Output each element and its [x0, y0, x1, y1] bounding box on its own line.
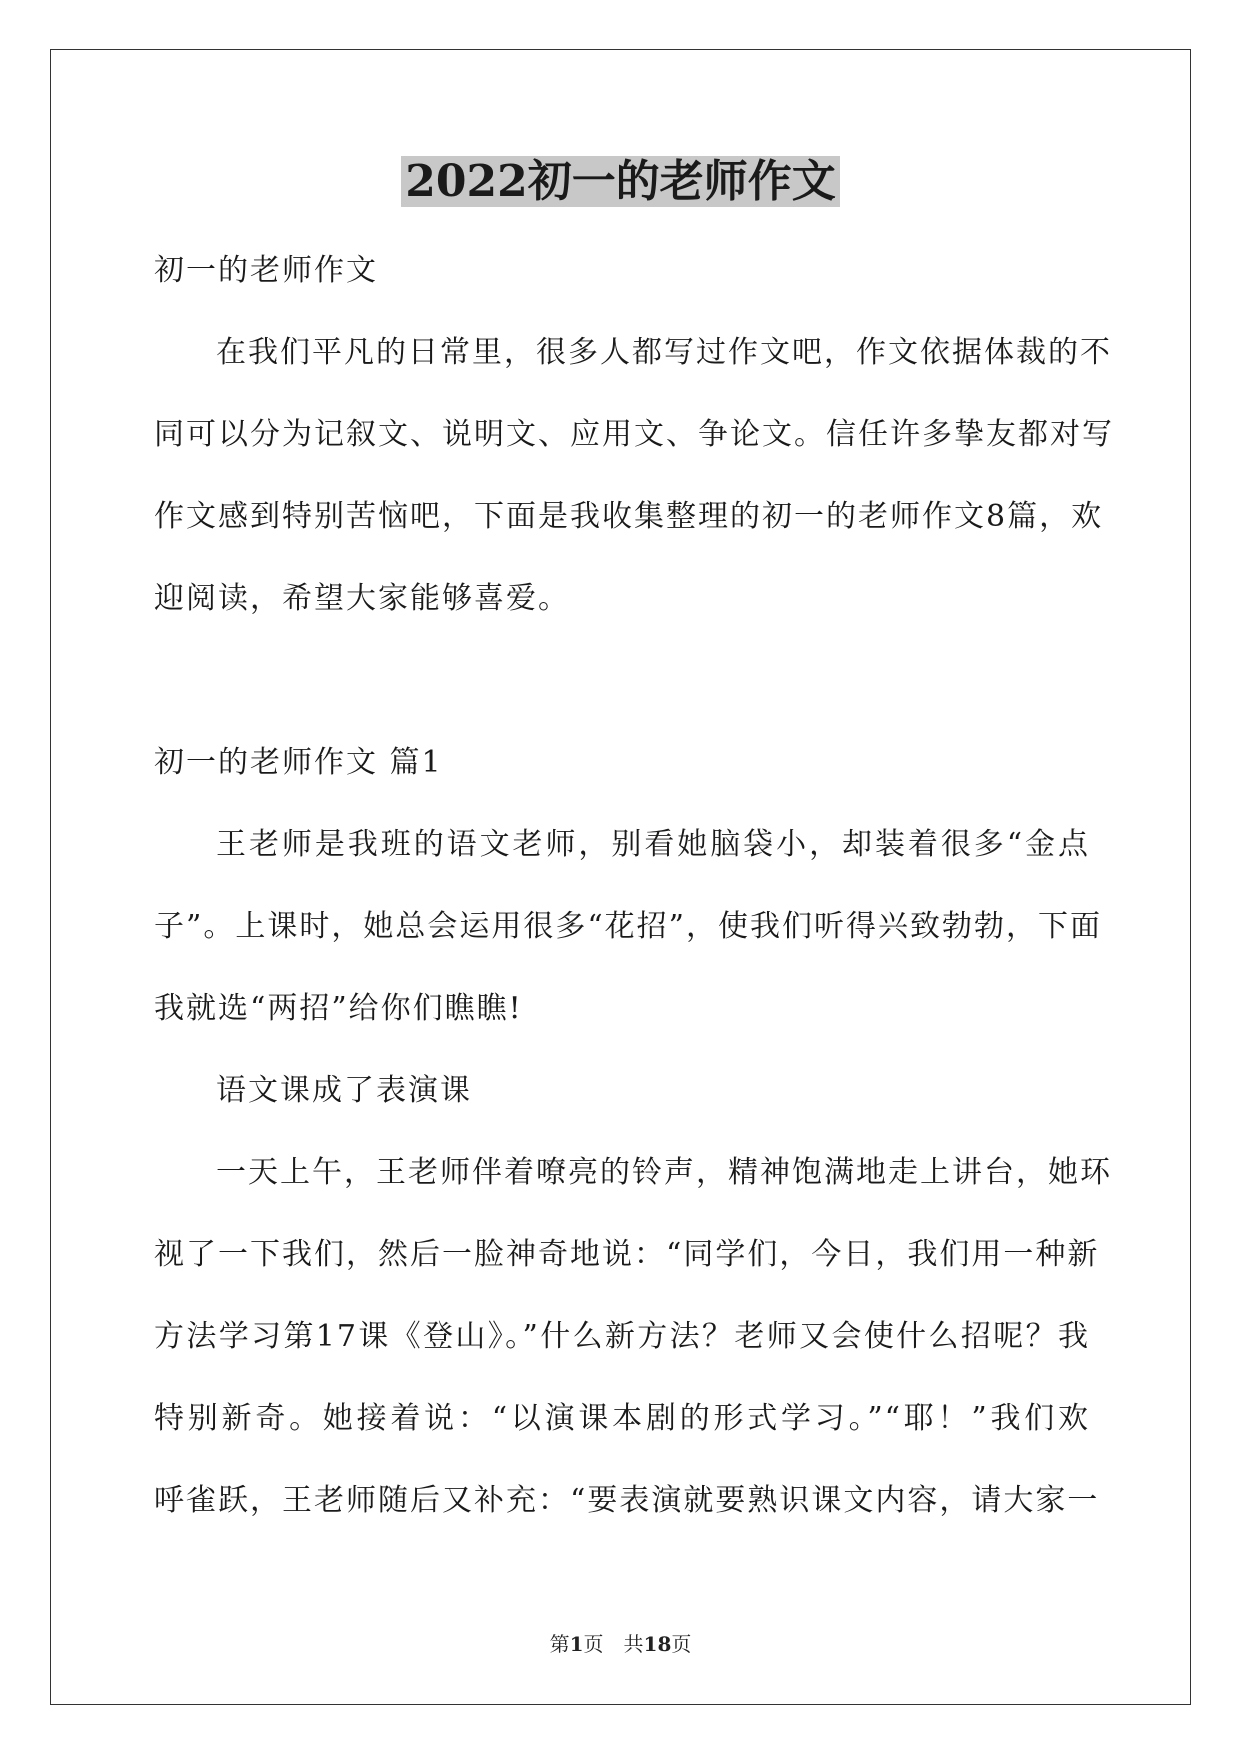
subheading: 语文课成了表演课	[216, 1073, 472, 1108]
paragraph-line: 视了一下我们，然后一脸神奇地说：“同学们，今日，我们用一种新	[154, 1237, 1100, 1272]
footer-total-pages: 18	[643, 1632, 672, 1656]
paragraph-line: 王老师是我班的语文老师，别看她脑袋小，却装着很多“金点	[216, 827, 1090, 862]
intro-line: 同可以分为记叙文、说明文、应用文、争论文。信任许多挚友都对写	[154, 417, 1114, 452]
page-footer	[0, 1628, 1241, 1657]
document-title	[0, 152, 1241, 212]
footer-current-page: 1	[569, 1632, 584, 1656]
paragraph-line: 一天上午，王老师伴着嘹亮的铃声，精神饱满地走上讲台，她环	[216, 1155, 1112, 1190]
footer-suffix: 页	[671, 1632, 692, 1656]
section-spacer	[154, 640, 1090, 722]
paragraph-line: 子”。上课时，她总会运用很多“花招”，使我们听得兴致勃勃，下面	[154, 909, 1103, 944]
footer-middle: 页 共	[583, 1632, 644, 1656]
paragraph-line: 呼雀跃，王老师随后又补充：“要表演就要熟识课文内容，请大家一	[154, 1483, 1100, 1518]
intro-heading: 初一的老师作文	[154, 253, 378, 288]
intro-line: 在我们平凡的日常里，很多人都写过作文吧，作文依据体裁的不	[216, 335, 1112, 370]
section-heading: 初一的老师作文 篇1	[154, 745, 443, 780]
document-body	[154, 230, 1114, 1542]
intro-line: 迎阅读，希望大家能够喜爱。	[154, 581, 570, 616]
document-title-text: 2022初一的老师作文	[401, 156, 839, 207]
intro-line: 作文感到特别苦恼吧，下面是我收集整理的初一的老师作文8篇，欢	[154, 499, 1104, 534]
paragraph-line: 方法学习第17课《登山》。”什么新方法？老师又会使什么招呢？我	[154, 1319, 1090, 1354]
footer-prefix: 第	[549, 1632, 570, 1656]
paragraph-line: 特别新奇。她接着说：“以演课本剧的形式学习。”“耶！”我们欢	[154, 1401, 1090, 1436]
paragraph-line: 我就选“两招”给你们瞧瞧!	[154, 991, 523, 1026]
